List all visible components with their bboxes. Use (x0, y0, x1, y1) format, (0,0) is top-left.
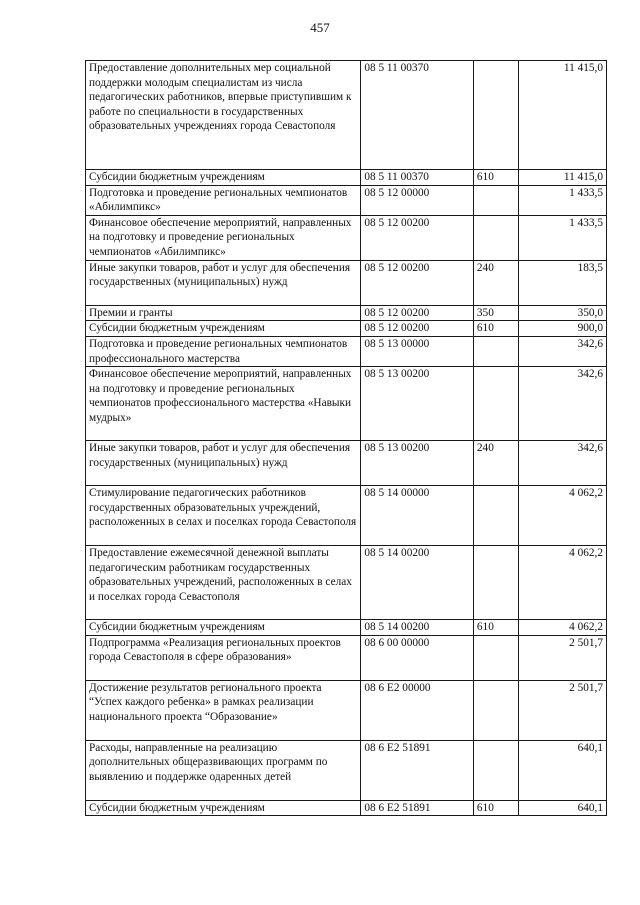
row-amount: 342,6 (518, 367, 606, 441)
row-name: Субсидии бюджетным учреждениям (86, 321, 361, 337)
row-type (473, 215, 518, 260)
row-amount: 4 062,2 (518, 620, 606, 636)
row-name: Расходы, направленные на реализацию дополнительных общеразвивающих программ по выявлению и поддержке одаренных детей (86, 740, 361, 800)
row-name: Субсидии бюджетным учреждениям (86, 170, 361, 186)
row-code: 08 6 E2 00000 (361, 680, 474, 740)
row-name: Иные закупки товаров, работ и услуг для обеспечения государственных (муниципальных) нужд (86, 260, 361, 305)
table-row (86, 441, 607, 486)
row-code: 08 5 13 00200 (361, 441, 474, 486)
page-number: 457 (310, 20, 330, 35)
row-type (473, 486, 518, 546)
row-type (473, 546, 518, 620)
row-code: 08 5 11 00370 (361, 170, 474, 186)
row-amount: 900,0 (518, 321, 606, 337)
table-row (86, 260, 607, 305)
row-name: Субсидии бюджетным учреждениям (86, 800, 361, 816)
row-code: 08 6 E2 51891 (361, 800, 474, 816)
row-type (473, 635, 518, 680)
table-row (86, 305, 607, 321)
table-row (86, 680, 607, 740)
row-amount: 350,0 (518, 305, 606, 321)
row-name: Предоставление ежемесячной денежной выплаты педагогическим работникам государственных образовательных учреждений, расположенных в селах и поселках города Севастополя (86, 546, 361, 620)
row-type (473, 61, 518, 170)
row-amount: 4 062,2 (518, 546, 606, 620)
row-name: Финансовое обеспечение мероприятий, направленных на подготовку и проведение региональных чемпионатов профессионального мастерства «Навыки мудрых» (86, 367, 361, 441)
table-row (86, 336, 607, 366)
table-row (86, 321, 607, 337)
row-code: 08 5 14 00000 (361, 486, 474, 546)
table-row (86, 620, 607, 636)
row-amount: 183,5 (518, 260, 606, 305)
row-amount: 11 415,0 (518, 170, 606, 186)
row-name: Достижение результатов регионального проекта “Успех каждого ребенка» в рамках реализации национального проекта “Образование» (86, 680, 361, 740)
row-type: 240 (473, 441, 518, 486)
budget-table (85, 60, 607, 816)
row-code: 08 5 12 00200 (361, 215, 474, 260)
row-type (473, 336, 518, 366)
table-row (86, 185, 607, 215)
row-name: Стимулирование педагогических работников государственных образовательных учреждений, расположенных в селах и поселках города Севастополя (86, 486, 361, 546)
row-amount: 2 501,7 (518, 635, 606, 680)
row-name: Подготовка и проведение региональных чемпионатов «Абилимпикс» (86, 185, 361, 215)
table-row (86, 635, 607, 680)
row-amount: 342,6 (518, 336, 606, 366)
row-code: 08 5 11 00370 (361, 61, 474, 170)
row-code: 08 5 12 00200 (361, 260, 474, 305)
row-code: 08 5 14 00200 (361, 620, 474, 636)
table-row (86, 367, 607, 441)
row-name: Предоставление дополнительных мер социальной поддержки молодым специалистам из числа педагогических работников, впервые приступившим к работе по специальности в государственных образовательных учреждениях города Севастополя (86, 61, 361, 170)
table-row (86, 215, 607, 260)
row-name: Финансовое обеспечение мероприятий, направленных на подготовку и проведение региональных чемпионатов «Абилимпикс» (86, 215, 361, 260)
row-code: 08 5 12 00000 (361, 185, 474, 215)
row-type: 610 (473, 170, 518, 186)
row-amount: 4 062,2 (518, 486, 606, 546)
row-type (473, 367, 518, 441)
row-type: 610 (473, 321, 518, 337)
row-name: Субсидии бюджетным учреждениям (86, 620, 361, 636)
row-code: 08 5 13 00000 (361, 336, 474, 366)
table-row (86, 800, 607, 816)
row-name: Иные закупки товаров, работ и услуг для обеспечения государственных (муниципальных) нужд (86, 441, 361, 486)
row-code: 08 5 13 00200 (361, 367, 474, 441)
row-name: Подпрограмма «Реализация региональных проектов города Севастополя в сфере образования» (86, 635, 361, 680)
table-row (86, 486, 607, 546)
row-code: 08 6 00 00000 (361, 635, 474, 680)
row-amount: 1 433,5 (518, 215, 606, 260)
row-code: 08 5 12 00200 (361, 321, 474, 337)
row-type: 240 (473, 260, 518, 305)
row-type (473, 185, 518, 215)
table-row (86, 170, 607, 186)
row-amount: 1 433,5 (518, 185, 606, 215)
table-row (86, 546, 607, 620)
row-type: 610 (473, 620, 518, 636)
row-type: 610 (473, 800, 518, 816)
table-row (86, 740, 607, 800)
row-name: Подготовка и проведение региональных чемпионатов профессионального мастерства (86, 336, 361, 366)
row-type (473, 680, 518, 740)
row-amount: 11 415,0 (518, 61, 606, 170)
row-amount: 640,1 (518, 740, 606, 800)
row-code: 08 5 14 00200 (361, 546, 474, 620)
row-name: Премии и гранты (86, 305, 361, 321)
row-amount: 2 501,7 (518, 680, 606, 740)
row-amount: 342,6 (518, 441, 606, 486)
row-amount: 640,1 (518, 800, 606, 816)
row-type (473, 740, 518, 800)
row-type: 350 (473, 305, 518, 321)
row-code: 08 6 E2 51891 (361, 740, 474, 800)
row-code: 08 5 12 00200 (361, 305, 474, 321)
table-row (86, 61, 607, 170)
